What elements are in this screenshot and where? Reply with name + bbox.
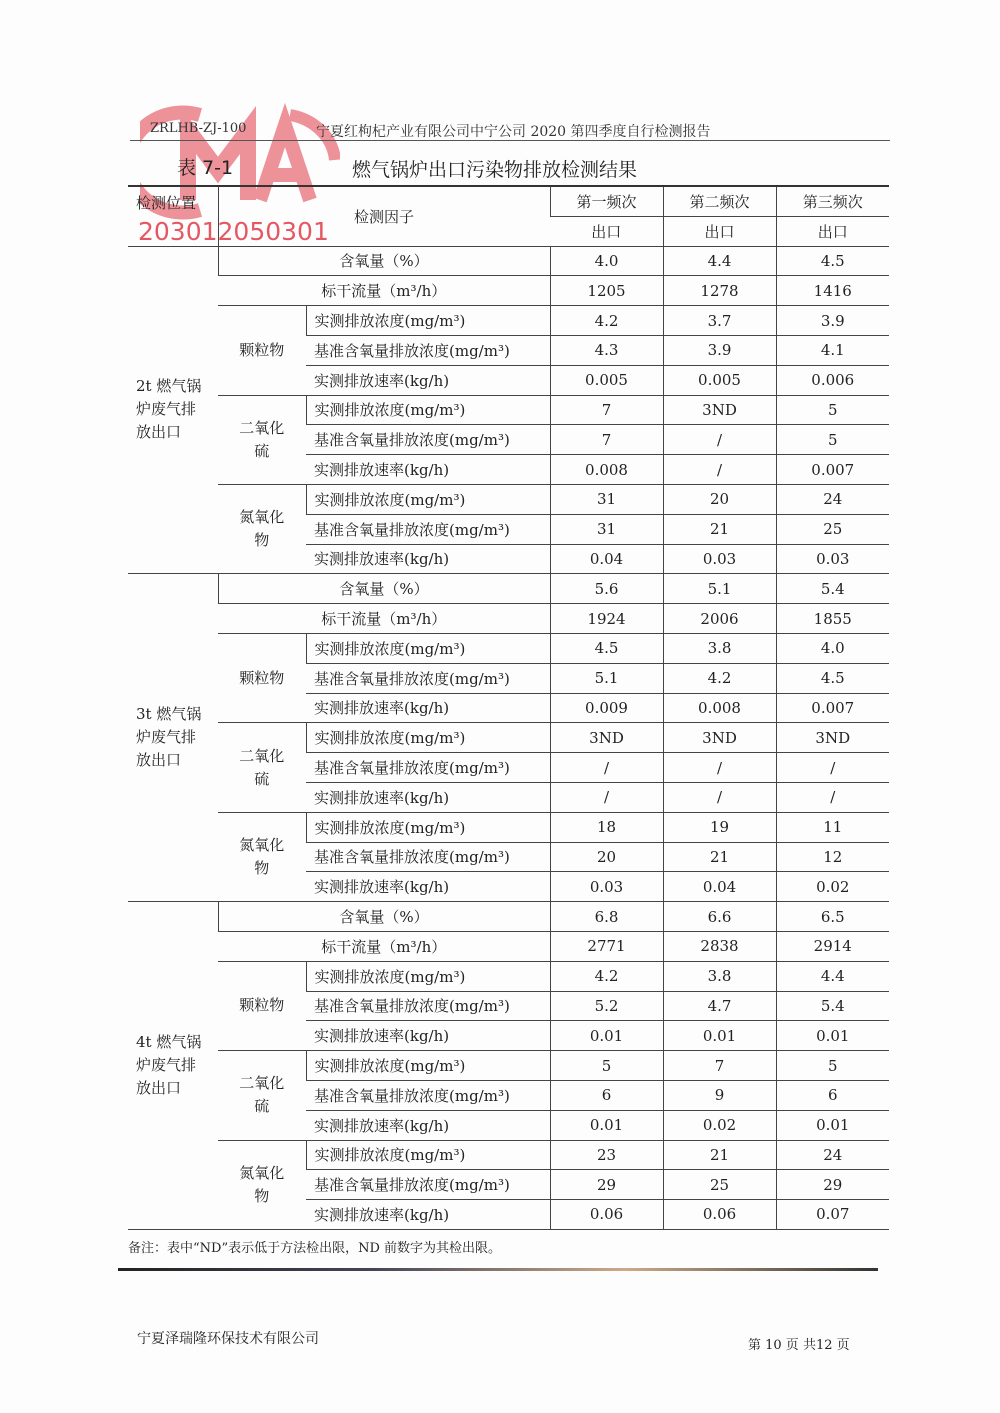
value-cell: 4.1 — [776, 335, 889, 365]
value-cell: 20 — [663, 484, 776, 514]
footer-divider — [118, 1268, 878, 1271]
value-cell: / — [550, 782, 663, 812]
table-row — [128, 395, 889, 425]
value-cell: 4.7 — [663, 991, 776, 1021]
location-cell: 2t 燃气锅炉废气排放出口 — [136, 377, 202, 442]
table-row — [128, 812, 889, 842]
value-cell: 6 — [550, 1080, 663, 1110]
factor-cell: 实测排放浓度(mg/m³) — [306, 812, 550, 842]
value-cell: 3.8 — [663, 633, 776, 663]
factor-cell: 实测排放速率(kg/h) — [306, 365, 550, 395]
value-cell: 6 — [776, 1080, 889, 1110]
value-cell: 2838 — [663, 931, 776, 961]
value-cell: 5 — [776, 1051, 889, 1081]
value-cell: 21 — [663, 514, 776, 544]
value-cell: 0.009 — [550, 693, 663, 723]
table-row — [128, 1140, 889, 1170]
value-cell: 24 — [776, 1140, 889, 1170]
value-cell: 23 — [550, 1140, 663, 1170]
table-row — [128, 902, 889, 932]
value-cell: 5 — [776, 425, 889, 455]
value-cell: 0.02 — [776, 872, 889, 902]
location-cell-container — [128, 902, 218, 1230]
value-cell: 0.06 — [550, 1200, 663, 1230]
factor-cell: 实测排放浓度(mg/m³) — [306, 723, 550, 753]
value-cell: 21 — [663, 842, 776, 872]
value-cell: 3.9 — [663, 335, 776, 365]
value-cell: 5.1 — [663, 574, 776, 604]
table-row — [128, 604, 889, 634]
group-cell: 二氧化硫 — [239, 418, 285, 460]
factor-cell: 实测排放速率(kg/h) — [306, 1200, 550, 1230]
report-title: 宁夏红枸杞产业有限公司中宁公司 2020 第四季度自行检测报告 — [316, 124, 711, 140]
header-freq-3: 第三频次 — [776, 186, 889, 216]
header-factor: 检测因子 — [218, 186, 550, 246]
results-table — [128, 185, 889, 1230]
factor-cell: 实测排放浓度(mg/m³) — [306, 1051, 550, 1081]
factor-cell: 基准含氧量排放浓度(mg/m³) — [306, 842, 550, 872]
value-cell: 7 — [550, 395, 663, 425]
value-cell: 31 — [550, 514, 663, 544]
value-cell: 0.005 — [663, 365, 776, 395]
value-cell: 29 — [550, 1170, 663, 1200]
value-cell: 6.5 — [776, 902, 889, 932]
value-cell: 0.02 — [663, 1110, 776, 1140]
value-cell: 5 — [550, 1051, 663, 1081]
factor-cell: 实测排放速率(kg/h) — [306, 872, 550, 902]
value-cell: 24 — [776, 484, 889, 514]
group-cell-container — [218, 961, 306, 1050]
group-cell: 颗粒物 — [239, 996, 285, 1015]
location-cell-container — [128, 246, 218, 574]
value-cell: 7 — [550, 425, 663, 455]
page-number: 第 10 页 共12 页 — [748, 1338, 850, 1353]
value-cell: 5.1 — [550, 663, 663, 693]
factor-cell: 实测排放浓度(mg/m³) — [306, 306, 550, 336]
table-number: 表 7-1 — [177, 157, 234, 179]
header-point-2: 出口 — [663, 216, 776, 246]
group-cell: 颗粒物 — [239, 340, 285, 359]
value-cell: 5 — [776, 395, 889, 425]
value-cell: 3ND — [776, 723, 889, 753]
group-cell-container — [218, 723, 306, 812]
table-title: 燃气锅炉出口污染物排放检测结果 — [352, 159, 638, 181]
factor-cell: 实测排放速率(kg/h) — [306, 1021, 550, 1051]
factor-cell: 含氧量（%） — [218, 246, 550, 276]
factor-cell: 标干流量（m³/h） — [218, 931, 550, 961]
value-cell: 19 — [663, 812, 776, 842]
factor-cell: 实测排放速率(kg/h) — [306, 1110, 550, 1140]
group-cell-container — [218, 395, 306, 484]
value-cell: 3.9 — [776, 306, 889, 336]
factor-cell: 含氧量（%） — [218, 574, 550, 604]
table-row — [128, 723, 889, 753]
value-cell: 11 — [776, 812, 889, 842]
value-cell: 5.4 — [776, 991, 889, 1021]
factor-cell: 含氧量（%） — [218, 902, 550, 932]
value-cell: 3ND — [550, 723, 663, 753]
value-cell: / — [663, 782, 776, 812]
footer-company: 宁夏泽瑞隆环保技术有限公司 — [137, 1331, 319, 1347]
group-cell: 二氧化硫 — [239, 746, 285, 788]
table-row — [128, 574, 889, 604]
value-cell: 2914 — [776, 931, 889, 961]
value-cell: 4.4 — [663, 246, 776, 276]
group-cell-container — [218, 1140, 306, 1229]
factor-cell: 实测排放浓度(mg/m³) — [306, 484, 550, 514]
value-cell: 0.01 — [663, 1021, 776, 1051]
location-cell: 4t 燃气锅炉废气排放出口 — [136, 1033, 202, 1097]
factor-cell: 基准含氧量排放浓度(mg/m³) — [306, 425, 550, 455]
value-cell: 0.03 — [776, 544, 889, 574]
header-point-3: 出口 — [776, 216, 889, 246]
value-cell: 7 — [663, 1051, 776, 1081]
value-cell: 21 — [663, 1140, 776, 1170]
factor-cell: 实测排放浓度(mg/m³) — [306, 633, 550, 663]
value-cell: 0.06 — [663, 1200, 776, 1230]
value-cell: 5.6 — [550, 574, 663, 604]
factor-cell: 基准含氧量排放浓度(mg/m³) — [306, 1170, 550, 1200]
value-cell: 29 — [776, 1170, 889, 1200]
value-cell: 12 — [776, 842, 889, 872]
table-row — [128, 1051, 889, 1081]
factor-cell: 实测排放浓度(mg/m³) — [306, 395, 550, 425]
value-cell: 5.4 — [776, 574, 889, 604]
table-header-row — [128, 186, 889, 216]
value-cell: 2771 — [550, 931, 663, 961]
value-cell: 0.03 — [550, 872, 663, 902]
value-cell: 0.04 — [663, 872, 776, 902]
value-cell: 4.4 — [776, 961, 889, 991]
value-cell: 4.2 — [550, 306, 663, 336]
group-cell: 二氧化硫 — [239, 1074, 285, 1116]
value-cell: 0.007 — [776, 693, 889, 723]
group-cell-container — [218, 812, 306, 901]
factor-cell: 基准含氧量排放浓度(mg/m³) — [306, 335, 550, 365]
value-cell: 6.8 — [550, 902, 663, 932]
factor-cell: 实测排放速率(kg/h) — [306, 455, 550, 485]
value-cell: 4.5 — [776, 663, 889, 693]
group-cell-container — [218, 1051, 306, 1140]
value-cell: 3.8 — [663, 961, 776, 991]
value-cell: 4.0 — [776, 633, 889, 663]
value-cell: 1855 — [776, 604, 889, 634]
value-cell: 3ND — [663, 395, 776, 425]
factor-cell: 实测排放速率(kg/h) — [306, 693, 550, 723]
group-cell-container — [218, 484, 306, 573]
value-cell: 0.07 — [776, 1200, 889, 1230]
table-row — [128, 276, 889, 306]
value-cell: 0.04 — [550, 544, 663, 574]
header-freq-1: 第一频次 — [550, 186, 663, 216]
value-cell: 25 — [776, 514, 889, 544]
value-cell: 0.005 — [550, 365, 663, 395]
location-cell-container — [128, 574, 218, 902]
value-cell: 0.01 — [550, 1110, 663, 1140]
value-cell: 0.03 — [663, 544, 776, 574]
value-cell: 9 — [663, 1080, 776, 1110]
factor-cell: 标干流量（m³/h） — [218, 604, 550, 634]
value-cell: 4.5 — [776, 246, 889, 276]
header-point-1: 出口 — [550, 216, 663, 246]
value-cell: 5.2 — [550, 991, 663, 1021]
value-cell: 31 — [550, 484, 663, 514]
value-cell: / — [663, 455, 776, 485]
factor-cell: 基准含氧量排放浓度(mg/m³) — [306, 514, 550, 544]
group-cell: 颗粒物 — [239, 668, 285, 687]
factor-cell: 基准含氧量排放浓度(mg/m³) — [306, 991, 550, 1021]
value-cell: 1205 — [550, 276, 663, 306]
table-row — [128, 931, 889, 961]
stamp-number: 203012050301 — [138, 217, 329, 246]
value-cell: 4.5 — [550, 633, 663, 663]
table-row — [128, 306, 889, 336]
value-cell: 2006 — [663, 604, 776, 634]
group-cell-container — [218, 306, 306, 395]
factor-cell: 基准含氧量排放浓度(mg/m³) — [306, 1080, 550, 1110]
value-cell: / — [663, 425, 776, 455]
value-cell: 4.2 — [550, 961, 663, 991]
value-cell: 3.7 — [663, 306, 776, 336]
value-cell: 4.3 — [550, 335, 663, 365]
value-cell: / — [776, 753, 889, 783]
value-cell: 1416 — [776, 276, 889, 306]
value-cell: 20 — [550, 842, 663, 872]
value-cell: 3ND — [663, 723, 776, 753]
header-divider — [130, 140, 890, 141]
value-cell: 6.6 — [663, 902, 776, 932]
value-cell: / — [550, 753, 663, 783]
group-cell: 氮氧化物 — [239, 835, 285, 877]
header-location: 检测位置 — [128, 186, 218, 246]
factor-cell: 实测排放浓度(mg/m³) — [306, 961, 550, 991]
value-cell: / — [776, 782, 889, 812]
table-row — [128, 633, 889, 663]
factor-cell: 实测排放浓度(mg/m³) — [306, 1140, 550, 1170]
value-cell: 0.01 — [776, 1021, 889, 1051]
value-cell: 0.008 — [663, 693, 776, 723]
value-cell: 25 — [663, 1170, 776, 1200]
factor-cell: 基准含氧量排放浓度(mg/m³) — [306, 663, 550, 693]
header-freq-2: 第二频次 — [663, 186, 776, 216]
value-cell: 0.006 — [776, 365, 889, 395]
report-code: ZRLHB-ZJ-100 — [150, 121, 247, 136]
value-cell: 0.01 — [550, 1021, 663, 1051]
value-cell: 0.008 — [550, 455, 663, 485]
value-cell: 1278 — [663, 276, 776, 306]
group-cell: 氮氧化物 — [239, 1163, 285, 1205]
value-cell: 4.2 — [663, 663, 776, 693]
value-cell: 18 — [550, 812, 663, 842]
value-cell: 0.01 — [776, 1110, 889, 1140]
value-cell: / — [663, 753, 776, 783]
table-note: 备注：表中“ND”表示低于方法检出限，ND 前数字为其检出限。 — [128, 1241, 502, 1256]
factor-cell: 标干流量（m³/h） — [218, 276, 550, 306]
value-cell: 4.0 — [550, 246, 663, 276]
factor-cell: 实测排放速率(kg/h) — [306, 544, 550, 574]
table-row — [128, 246, 889, 276]
factor-cell: 实测排放速率(kg/h) — [306, 782, 550, 812]
table-row — [128, 961, 889, 991]
group-cell-container — [218, 633, 306, 722]
table-row — [128, 484, 889, 514]
value-cell: 0.007 — [776, 455, 889, 485]
factor-cell: 基准含氧量排放浓度(mg/m³) — [306, 753, 550, 783]
location-cell: 3t 燃气锅炉废气排放出口 — [136, 705, 202, 770]
group-cell: 氮氧化物 — [239, 508, 285, 550]
value-cell: 1924 — [550, 604, 663, 634]
